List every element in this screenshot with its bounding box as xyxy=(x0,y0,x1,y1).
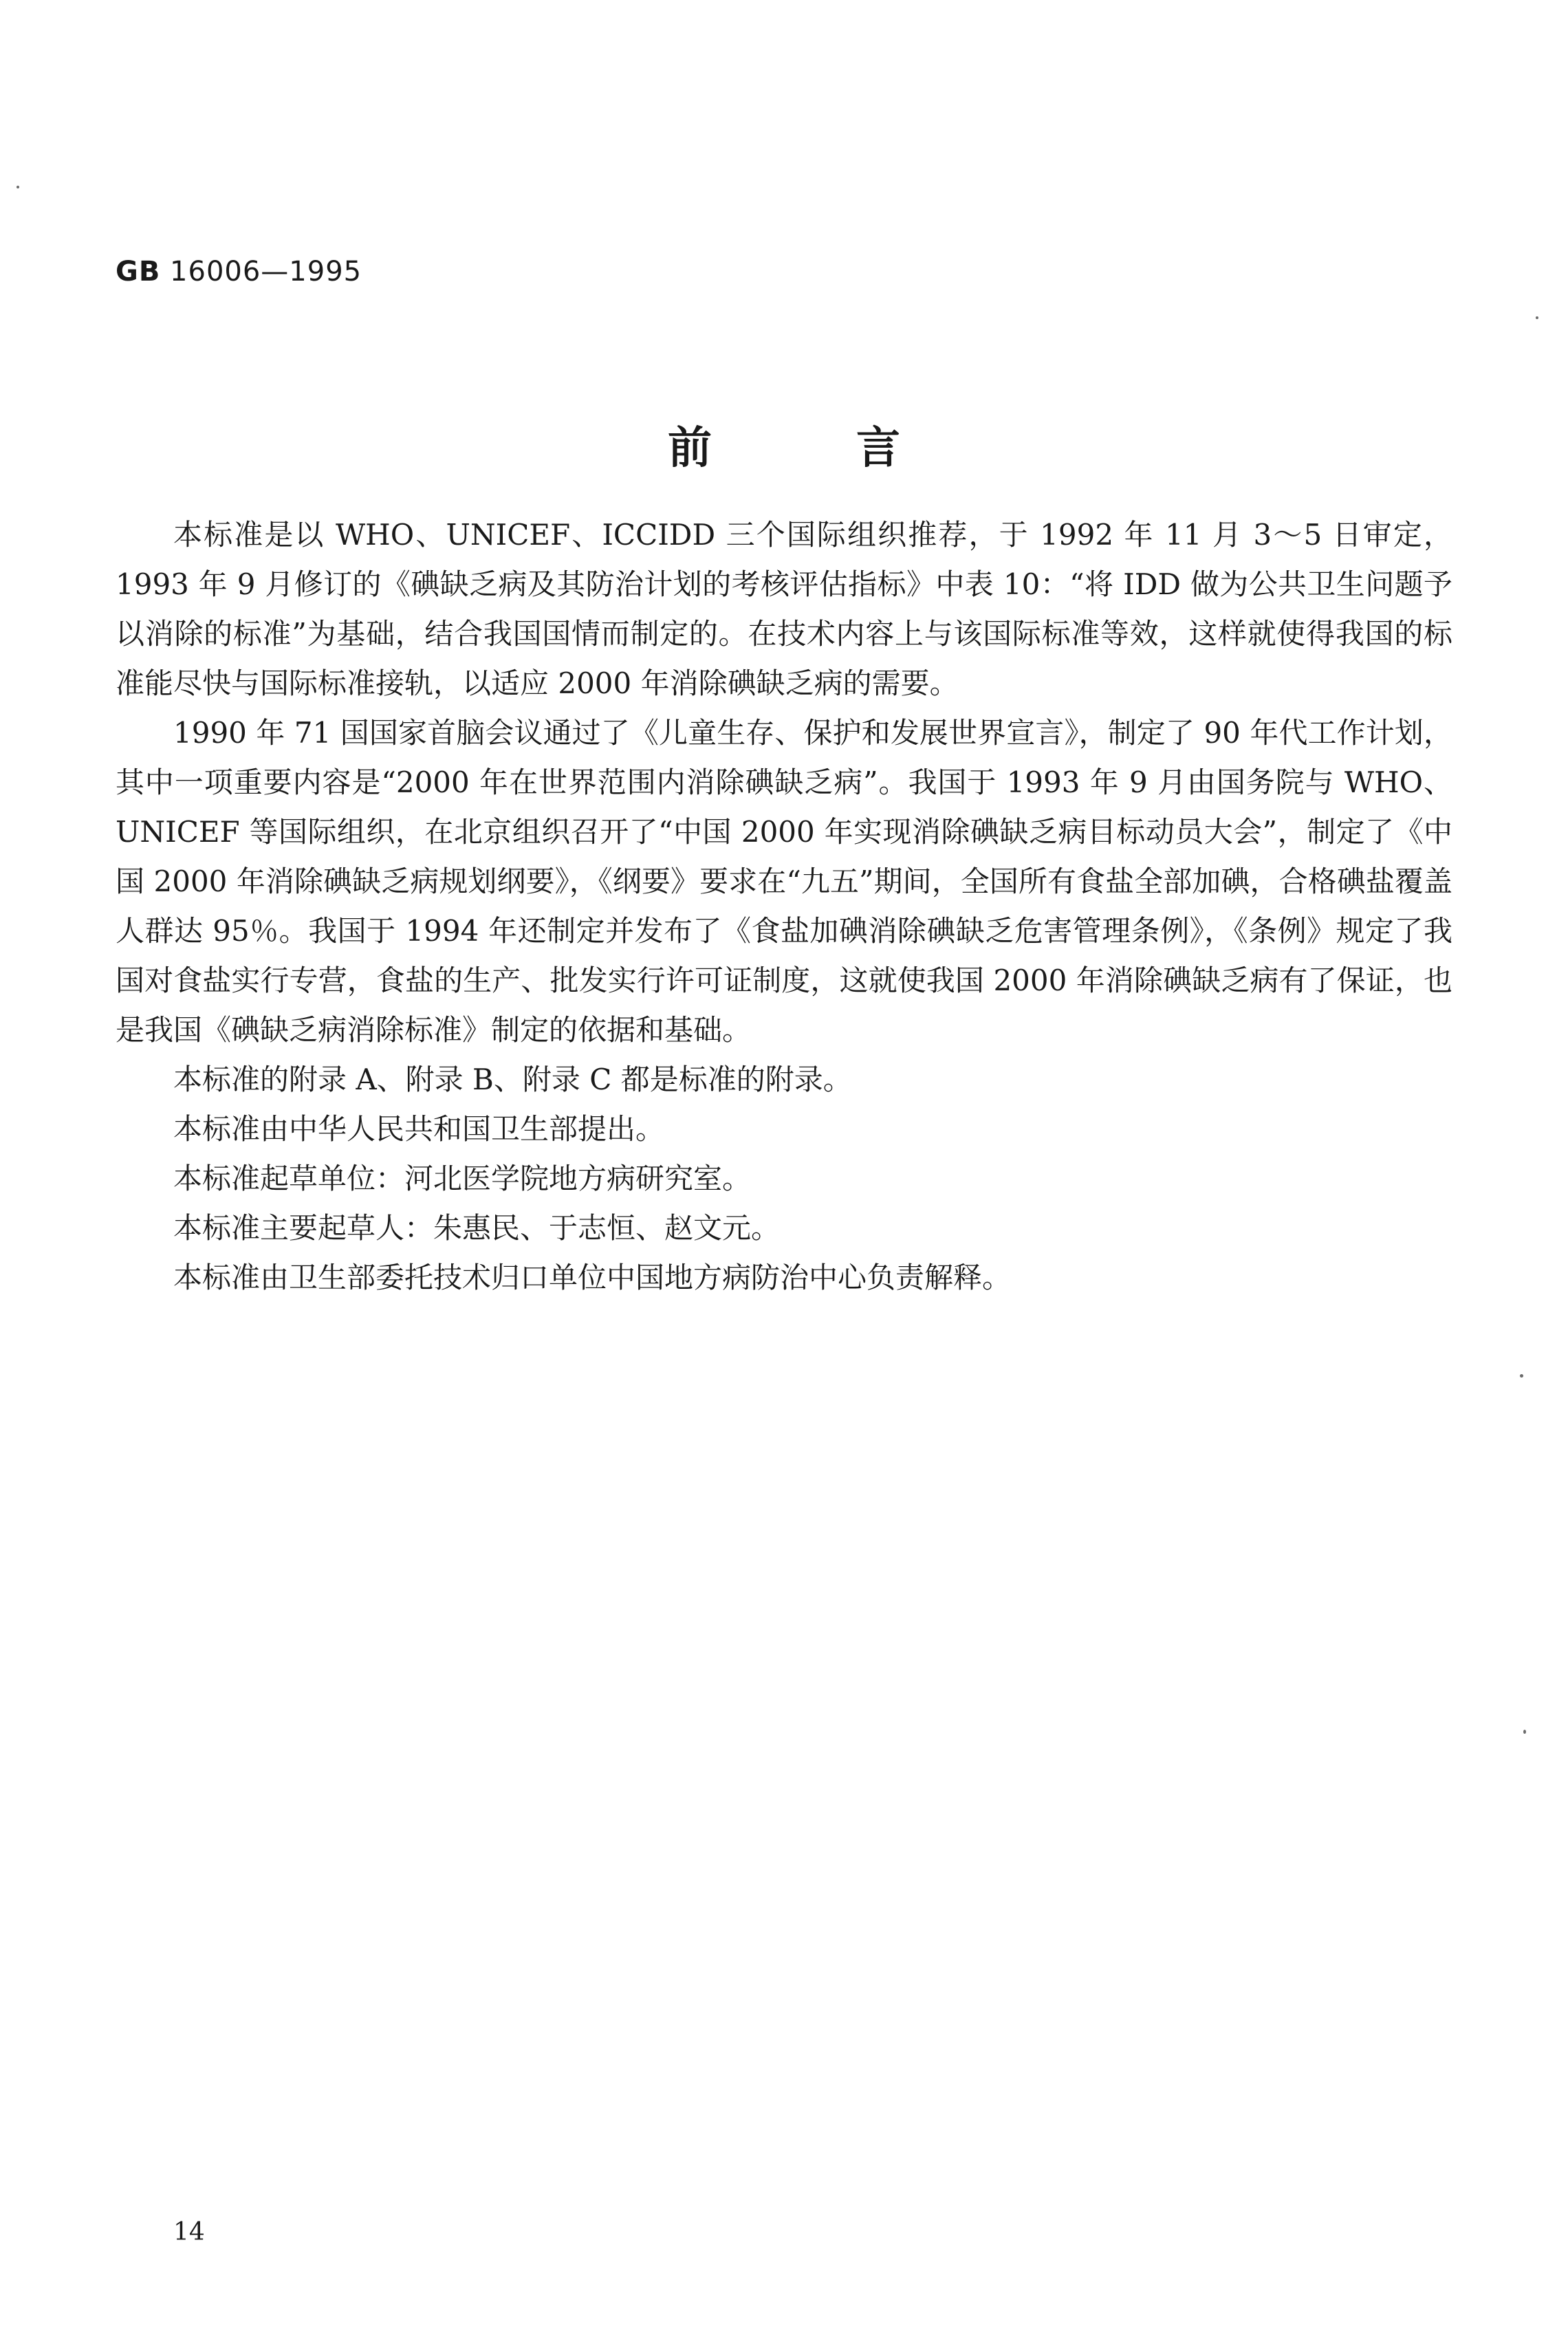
paragraph-origin: 本标准是以 WHO、UNICEF、ICCIDD 三个国际组织推荐，于 1992 年 11 月 3～5 日审定，1993 年 9 月修订的《碘缺乏病及其防治计划的考核评估指标》中表 10：“将 IDD 做为公共卫生问题予以消除的标准”为基础，结合我国国情而制定的。在技术内容上与该国际标准等效，这样就使得我国的标准能尽快与国际标准接轨，以适应 2000 年消除碘缺乏病的需要。 xyxy=(116,518,1452,700)
paragraph-drafters: 本标准主要起草人：朱惠民、于志恒、赵文元。 xyxy=(173,1211,781,1245)
standard-code: 16006—1995 xyxy=(170,256,362,287)
scan-speck xyxy=(1523,1730,1526,1734)
paragraph-proposer: 本标准由中华人民共和国卫生部提出。 xyxy=(173,1112,665,1146)
paragraph-background: 1990 年 71 国国家首脑会议通过了《儿童生存、保护和发展世界宣言》，制定了 90 年代工作计划，其中一项重要内容是“2000 年在世界范围内消除碘缺乏病”。我国于 1993 年 9 月由国务院与 WHO、UNICEF 等国际组织，在北京组织召开了“中国 2000 年实现消除碘缺乏病目标动员大会”，制定了《中国 2000 年消除碘缺乏病规划纲要》，《纲要》要求在“九五”期间，全国所有食盐全部加碘，合格碘盐覆盖人群达 95％。我国于 1994 年还制定并发布了《食盐加碘消除碘缺乏危害管理条例》，《条例》规定了我国对食盐实行专营，食盐的生产、批发实行许可证制度，这就使我国 2000 年消除碘缺乏病有了保证，也是我国《碘缺乏病消除标准》制定的依据和基础。 xyxy=(116,716,1452,1047)
standard-prefix: GB xyxy=(116,256,161,287)
paragraph-drafting-unit: 本标准起草单位：河北医学院地方病研究室。 xyxy=(173,1162,752,1195)
page-number: 14 xyxy=(173,2218,205,2246)
preface-body xyxy=(116,510,1452,1303)
standard-number xyxy=(116,256,362,287)
paragraph-appendix: 本标准的附录 A、附录 B、附录 C 都是标准的附录。 xyxy=(173,1063,852,1096)
scan-speck xyxy=(1520,1374,1523,1378)
paragraph-interpretation: 本标准由卫生部委托技术归口单位中国地方病防治中心负责解释。 xyxy=(173,1261,1012,1294)
page-title: 前言 xyxy=(668,422,1045,474)
scan-speck xyxy=(1536,316,1538,319)
scan-speck xyxy=(17,186,19,188)
